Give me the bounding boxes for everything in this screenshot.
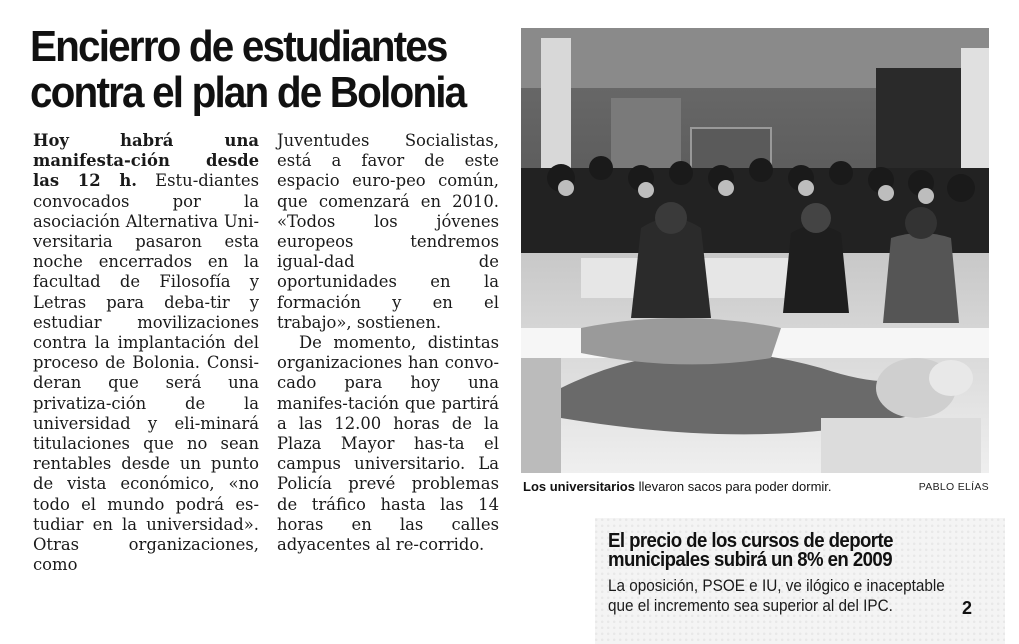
article-column-2 (277, 131, 499, 555)
article-headline (30, 24, 472, 116)
teaser-title: El precio de los cursos de deporte municipales subirá un 8% en 2009 (608, 530, 893, 571)
teaser-subtitle: La oposición, PSOE e IU, ve ilógico e inaceptable que el incremento sea superior al del IPC. (608, 576, 945, 615)
article-lead: Hoy habrá una manifesta-ción desde las 12 h. (33, 131, 259, 191)
photo-credit: PABLO ELÍAS (918, 481, 989, 493)
teaser-page-number: 2 (962, 598, 973, 618)
news-photo (521, 28, 989, 473)
article-paragraph-3: De momento, distintas organizaciones han convo-cado para hoy una manifes-tación que partirá a las 12.00 horas de la Plaza Mayor has-ta el campus universitario. La Policía prevé problemas de tráfico hasta las 14 horas en las calles adyacentes al re-corrido. (277, 333, 499, 555)
caption-text: llevaron sacos para poder dormir. (634, 479, 832, 494)
headline-line-2: contra el plan de Bolonia (30, 68, 466, 117)
article-body-1: Estu-diantes convocados por la asociación Alternativa Uni-versitaria pasaron esta noche encerrados en la facultad de Filosofía y Letras para deba-tir y estudiar movilizaciones contra la implantación del proceso de Bolonia. Consi-deran que será una privatiza-ción de la universidad y eli-minará titulaciones que no sean rentables desde un punto de vista económico, «no todo el mundo podrá es-tudiar en la universidad». Otras organizaciones, como (33, 171, 259, 575)
caption-lead: Los universitarios (523, 479, 635, 494)
students-sleepover-photo (521, 28, 989, 473)
article-column-1 (33, 131, 259, 575)
headline-line-1: Encierro de estudiantes (30, 22, 447, 71)
article-paragraph-2: Juventudes Socialistas, está a favor de este espacio euro-peo común, que comenzará en 2010. «Todos los jóvenes europeos tendremos igual-dad de oportunidades en la formación y en el trabajo», sostienen. (277, 131, 499, 332)
